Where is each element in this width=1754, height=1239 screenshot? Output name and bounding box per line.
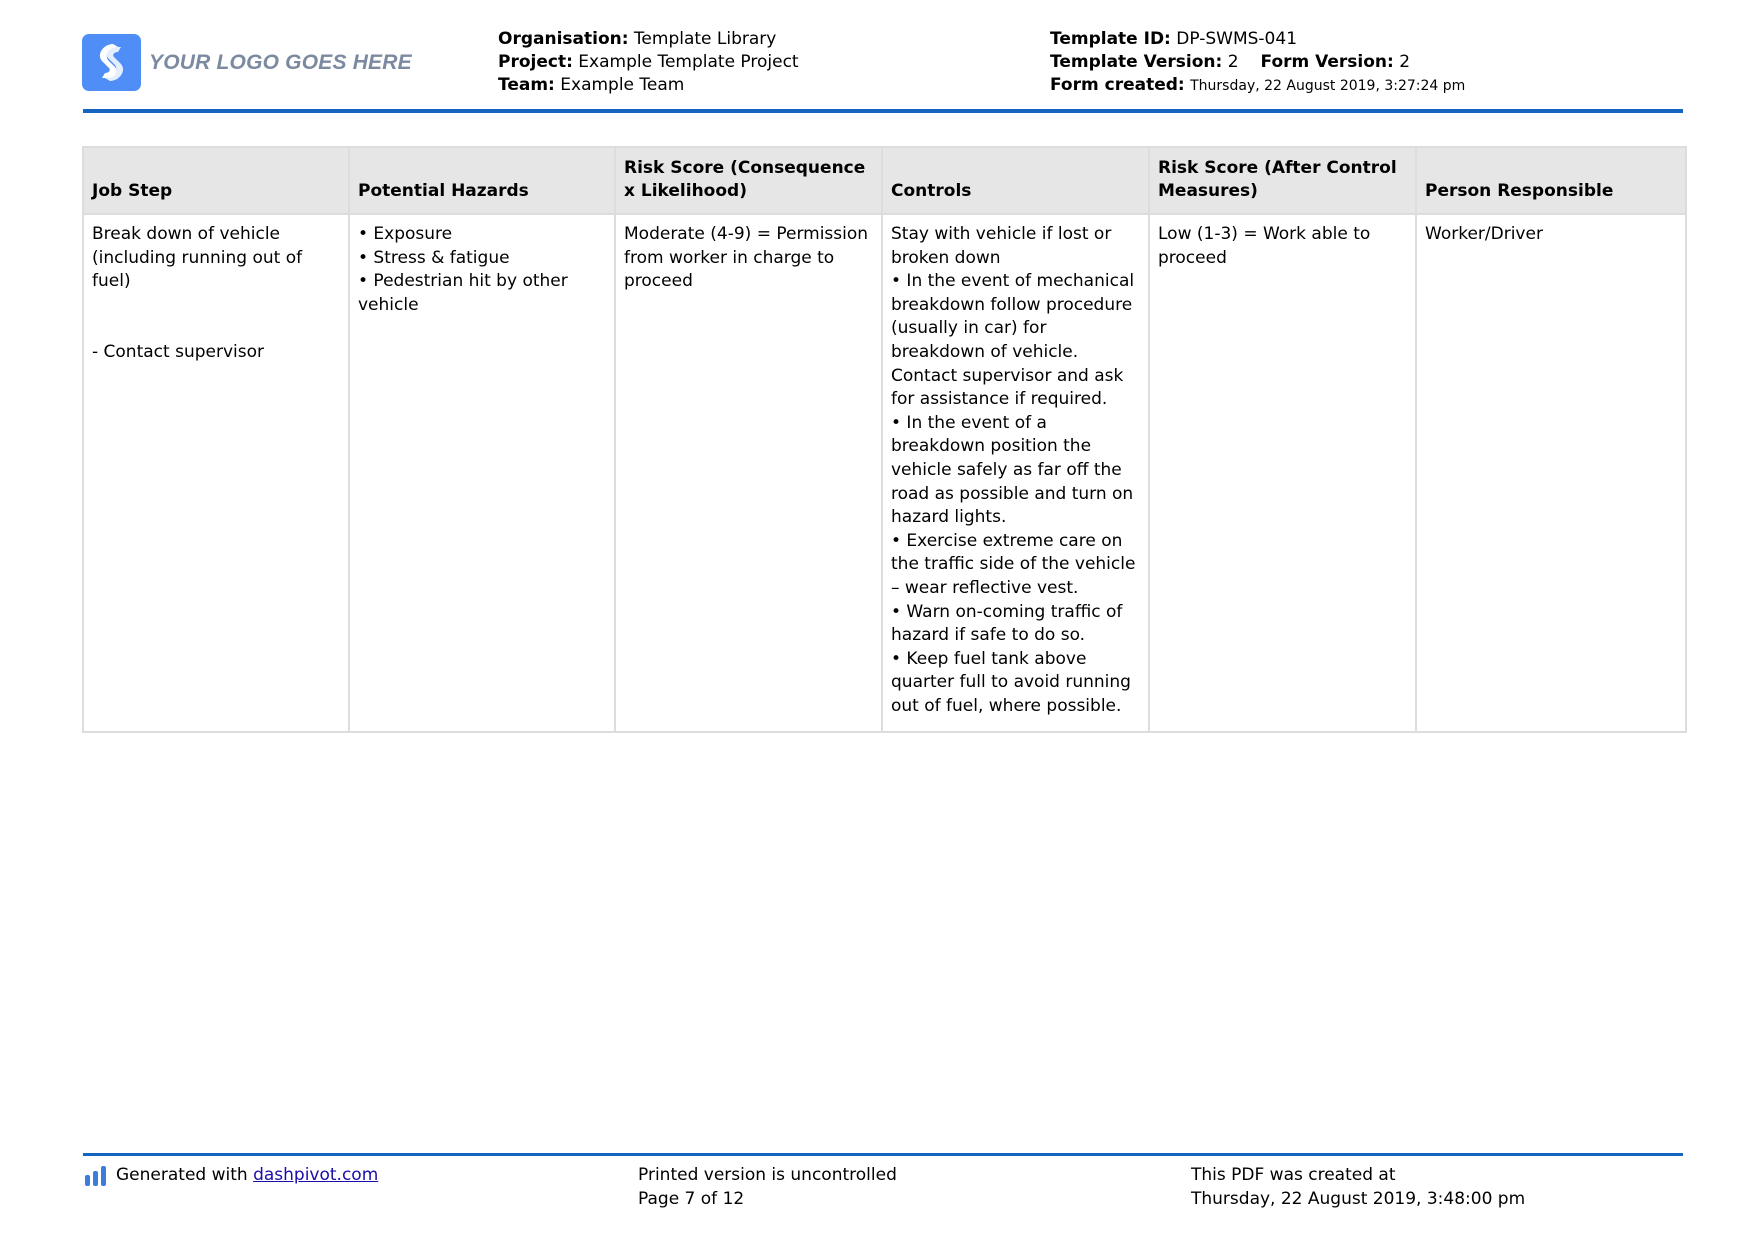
document-header (82, 28, 1682, 110)
pdf-created-value: Thursday, 22 August 2019, 3:48:00 pm (1191, 1188, 1526, 1209)
control-item: • Warn on-coming traffic of hazard if safe to do so. (891, 601, 1123, 646)
job-step-cell (83, 214, 349, 732)
logo (82, 34, 412, 91)
control-item: Stay with vehicle if lost or broken down (891, 224, 1112, 268)
dashpivot-bars-icon (85, 1166, 107, 1186)
column-header-potential-hazards: Potential Hazards (349, 147, 615, 214)
team-label: Team: (498, 75, 555, 95)
column-header-person-responsible: Person Responsible (1416, 147, 1686, 214)
column-header-controls: Controls (882, 147, 1149, 214)
team-value: Example Team (560, 75, 685, 95)
control-item: • Keep fuel tank above quarter full to avoid running out of fuel, where possible. (891, 648, 1131, 716)
uncontrolled-notice: Printed version is uncontrolled (638, 1165, 897, 1185)
organisation-value: Template Library (628, 29, 777, 49)
person-responsible-text: Worker/Driver (1425, 224, 1543, 244)
template-id-label: Template ID: (1050, 29, 1171, 49)
hazard-item: • Pedestrian hit by other vehicle (358, 271, 568, 315)
footer-page-info (638, 1164, 897, 1211)
page-number: Page 7 of 12 (638, 1188, 745, 1209)
job-step-note: - Contact supervisor (92, 341, 264, 362)
form-created-label: Form created: (1050, 75, 1185, 95)
template-version-label: Template Version: (1050, 52, 1223, 72)
logo-icon (82, 34, 141, 91)
person-responsible-cell (1416, 214, 1686, 732)
footer-generated (85, 1164, 378, 1188)
table-header-row (83, 147, 1686, 214)
form-version-label: Form Version: (1260, 52, 1394, 72)
dashpivot-link[interactable]: dashpivot.com (253, 1165, 379, 1185)
form-version-value: 2 (1399, 52, 1411, 72)
hazard-item: • Exposure (358, 224, 453, 244)
organisation-meta (498, 28, 799, 97)
footer-created (1191, 1164, 1525, 1211)
control-item: • In the event of a breakdown position the vehicle safely as far off the road as possible and turn on hazard lights. (891, 412, 1134, 528)
risk-before-cell (615, 214, 882, 732)
job-step-text: Break down of vehicle (including running out of fuel) (92, 224, 303, 292)
project-value: Example Template Project (578, 52, 799, 72)
template-version-value: 2 (1227, 52, 1239, 72)
column-header-risk-score-after: Risk Score (After Control Measures) (1149, 147, 1416, 214)
risk-table (82, 146, 1687, 733)
column-header-risk-score: Risk Score (Consequence x Likelihood) (615, 147, 882, 214)
generated-text: Generated with (116, 1165, 254, 1185)
logo-text: YOUR LOGO GOES HERE (149, 50, 412, 74)
risk-after-text: Low (1-3) = Work able to proceed (1158, 224, 1371, 268)
controls-cell (882, 214, 1149, 732)
form-created-value: Thursday, 22 August 2019, 3:27:24 pm (1190, 78, 1466, 94)
project-label: Project: (498, 52, 573, 72)
table-row (83, 214, 1686, 732)
footer-divider (83, 1153, 1683, 1156)
risk-before-text: Moderate (4-9) = Permission from worker in charge to proceed (624, 224, 869, 292)
hazards-cell (349, 214, 615, 732)
hazard-item: • Stress & fatigue (358, 247, 510, 268)
pdf-created-label: This PDF was created at (1191, 1165, 1396, 1185)
control-item: • Exercise extreme care on the traffic side of the vehicle – wear reflective vest. (891, 530, 1136, 598)
control-item: • In the event of mechanical breakdown follow procedure (usually in car) for breakdown of vehicle. Contact supervisor and ask for assistance if required. (891, 271, 1135, 410)
column-header-job-step: Job Step (83, 147, 349, 214)
header-divider (83, 109, 1683, 113)
organisation-label: Organisation: (498, 29, 629, 49)
job-step-spacer (92, 294, 340, 341)
template-id-value: DP-SWMS-041 (1176, 29, 1298, 49)
template-meta (1050, 28, 1465, 98)
risk-after-cell (1149, 214, 1416, 732)
